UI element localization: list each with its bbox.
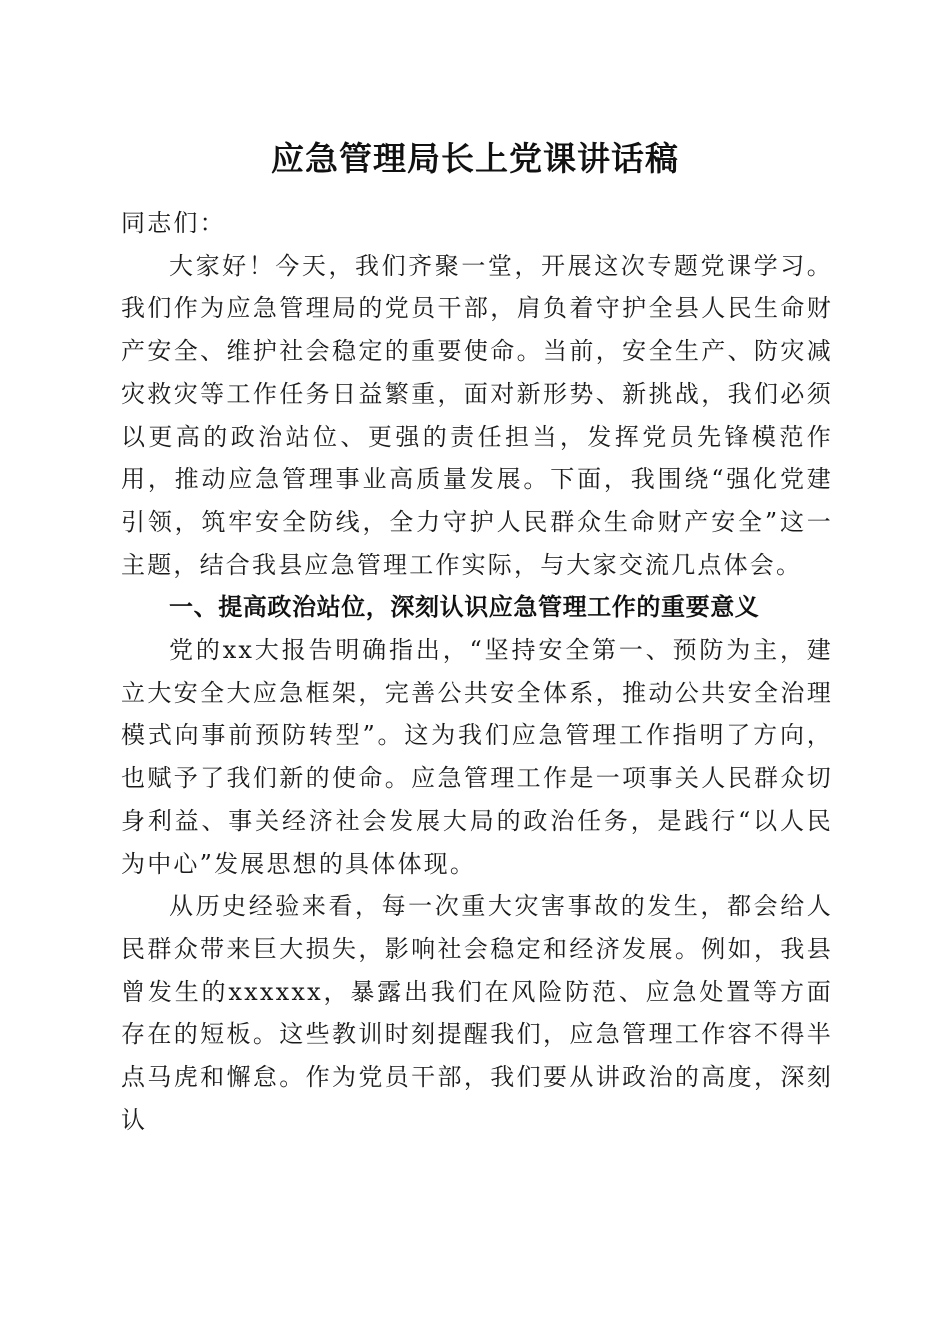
section-heading-1: 一、提高政治站位，深刻认识应急管理工作的重要意义	[169, 593, 760, 622]
salutation: 同志们：	[121, 209, 226, 237]
body-paragraph-history: 从历史经验来看，每一次重大灾害事故的发生，都会给人民群众带来巨大损失，影响社会稳定和经济发展。例如，我县曾发生的xxxxxx，暴露出我们在风险防范、应急处置等方面存在的短板。这些教训时刻提醒我们，应急管理工作容不得半点马虎和懈怠。作为党员干部，我们要从讲政治的高度，深刻认	[121, 892, 833, 1134]
document-body	[121, 202, 833, 1141]
document-title: 应急管理局长上党课讲话稿	[271, 139, 679, 178]
body-paragraph-intro: 大家好！今天，我们齐聚一堂，开展这次专题党课学习。我们作为应急管理局的党员干部，肩负着守护全县人民生命财产安全、维护社会稳定的重要使命。当前，安全生产、防灾减灾救灾等工作任务日益繁重，面对新形势、新挑战，我们必须以更高的政治站位、更强的责任担当，发挥党员先锋模范作用，推动应急管理事业高质量发展。下面，我围绕“强化党建引领，筑牢安全防线，全力守护人民群众生命财产安全”这一主题，结合我县应急管理工作实际，与大家交流几点体会。	[121, 251, 833, 579]
body-paragraph-report: 党的xx大报告明确指出，“坚持安全第一、预防为主，建立大安全大应急框架，完善公共安全体系，推动公共安全治理模式向事前预防转型”。这为我们应急管理工作指明了方向，也赋予了我们新的使命。应急管理工作是一项事关人民群众切身利益、事关经济社会发展大局的政治任务，是践行“以人民为中心”发展思想的具体体现。	[121, 636, 833, 878]
